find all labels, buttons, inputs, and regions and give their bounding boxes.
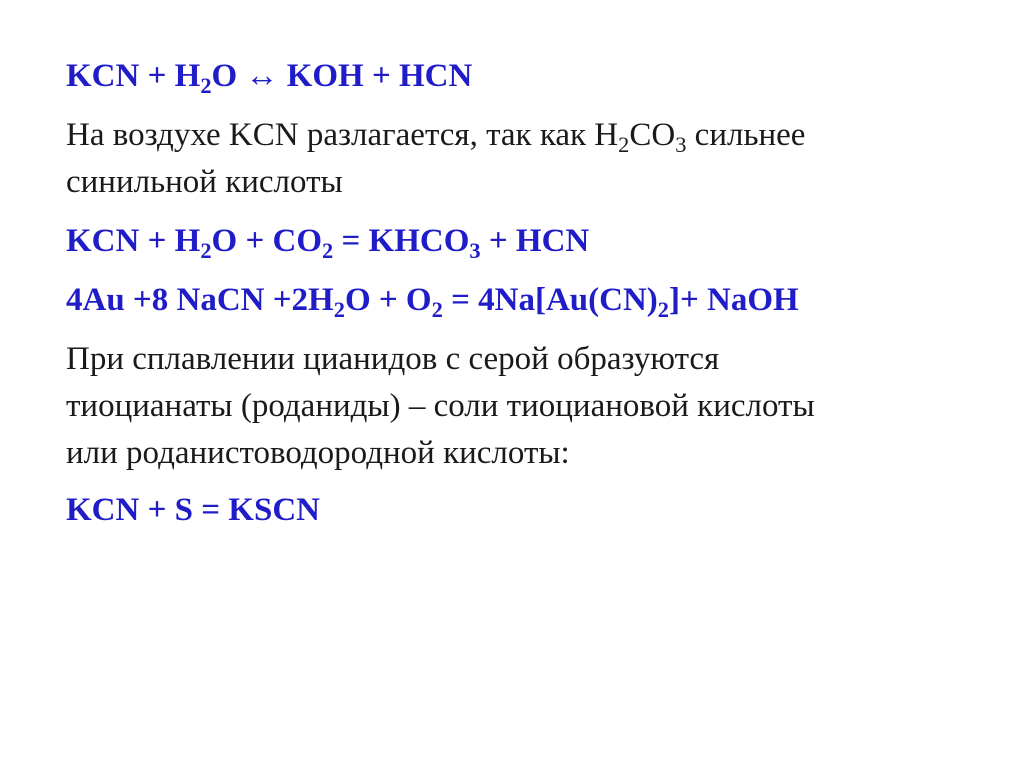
equation-text: O ↔ KOH + HCN	[211, 58, 473, 94]
equation-kcn-hydrolysis	[66, 56, 473, 99]
equation-gold-cyanidation	[66, 280, 799, 323]
paragraph-thiocyanates-line-1: При сплавлении цианидов с серой образуются	[66, 341, 720, 377]
subscript: 2	[333, 297, 345, 323]
subscript: 2	[431, 297, 443, 323]
subscript: 2	[322, 238, 334, 264]
equation-text: O + O	[344, 282, 432, 318]
equation-kcn-co2	[66, 221, 590, 264]
equation-text: + HCN	[480, 223, 590, 259]
paragraph-text: CO	[629, 117, 676, 153]
paragraph-text: На воздухе KCN разлагается, так как H	[66, 117, 619, 153]
subscript: 3	[675, 132, 687, 158]
paragraph-air-decomposition-line-2: синильной кислоты	[66, 164, 343, 200]
equation-text: = 4Na[Au(CN)	[442, 282, 658, 318]
equation-text: O + CO	[211, 223, 323, 259]
equation-text: KCN + H	[66, 58, 201, 94]
equation-text: = KHCO	[333, 223, 470, 259]
equation-kscn-formation: KCN + S = KSCN	[66, 492, 320, 528]
equation-text: ]+ NaOH	[668, 282, 799, 318]
paragraph-thiocyanates-line-3: или роданистоводородной кислоты:	[66, 435, 570, 471]
equation-text: KCN + H	[66, 223, 201, 259]
equation-text: 4Au +8 NaCN +2H	[66, 282, 334, 318]
subscript: 2	[200, 238, 212, 264]
subscript: 2	[618, 132, 630, 158]
subscript: 3	[469, 238, 481, 264]
subscript: 2	[200, 73, 212, 99]
paragraph-thiocyanates-line-2: тиоцианаты (роданиды) – соли тиоциановой кислоты	[66, 388, 815, 424]
subscript: 2	[657, 297, 669, 323]
paragraph-text: сильнее	[686, 117, 806, 153]
paragraph-air-decomposition-line-1	[66, 115, 806, 158]
